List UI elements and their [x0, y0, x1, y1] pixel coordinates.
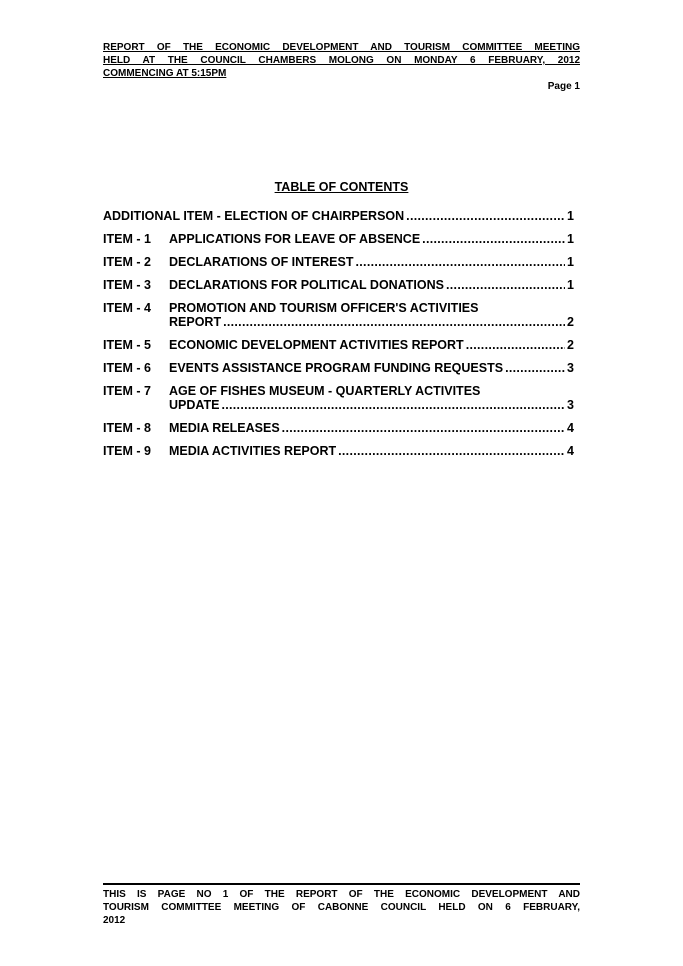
- toc-entry-title-continued: REPORT: [169, 315, 222, 329]
- dot-leader: [505, 361, 565, 375]
- page-footer: [103, 883, 580, 927]
- toc-entry-title: AGE OF FISHES MUSEUM - QUARTERLY ACTIVITES: [169, 384, 481, 398]
- toc-entry-title: PROMOTION AND TOURISM OFFICER'S ACTIVITIES: [169, 301, 479, 315]
- toc-entry-page: 2: [567, 315, 574, 329]
- toc-entry-page: 3: [567, 361, 574, 375]
- toc-entry-id: ITEM - 6: [103, 361, 151, 375]
- toc-entry-id: ITEM - 7: [103, 384, 151, 398]
- toc-entry-item-3[interactable]: [103, 278, 574, 292]
- toc-entry-id: ITEM - 3: [103, 278, 151, 292]
- toc-entry-id: ITEM - 2: [103, 255, 151, 269]
- toc-entry-title: DECLARATIONS OF INTEREST: [169, 255, 354, 269]
- toc-entry-title: EVENTS ASSISTANCE PROGRAM FUNDING REQUESTS: [169, 361, 504, 375]
- page-header: [103, 41, 580, 80]
- toc-entry-item-6[interactable]: [103, 361, 574, 375]
- toc-entry-item-5[interactable]: [103, 338, 574, 352]
- footer-line-2: TOURISM COMMITTEE MEETING OF CABONNE COUNCIL HELD ON 6 FEBRUARY,: [103, 902, 580, 913]
- toc-entry-page: 1: [567, 255, 574, 269]
- toc-entry-item-9[interactable]: [103, 444, 574, 458]
- toc-entry-id: ITEM - 8: [103, 421, 151, 435]
- header-line-1: REPORT OF THE ECONOMIC DEVELOPMENT AND TOURISM COMMITTEE MEETING: [103, 42, 580, 53]
- table-of-contents: [103, 209, 574, 467]
- toc-entry-page: 1: [567, 278, 574, 292]
- dot-leader: [223, 315, 565, 329]
- page-number: Page 1: [547, 81, 580, 92]
- toc-entry-additional[interactable]: [103, 209, 574, 223]
- footer-line-1: THIS IS PAGE NO 1 OF THE REPORT OF THE ECONOMIC DEVELOPMENT AND: [103, 889, 580, 900]
- header-line-3: COMMENCING AT 5:15PM: [103, 68, 227, 79]
- header-line-2: HELD AT THE COUNCIL CHAMBERS MOLONG ON MONDAY 6 FEBRUARY, 2012: [103, 55, 580, 66]
- dot-leader: [338, 444, 565, 458]
- dot-leader: [406, 209, 565, 223]
- dot-leader: [466, 338, 565, 352]
- footer-line-3: 2012: [103, 915, 126, 926]
- dot-leader: [356, 255, 566, 269]
- dot-leader: [422, 232, 565, 246]
- toc-title: TABLE OF CONTENTS: [274, 180, 409, 194]
- toc-entry-title: ADDITIONAL ITEM - ELECTION OF CHAIRPERSON: [103, 209, 405, 223]
- toc-entry-id: ITEM - 9: [103, 444, 151, 458]
- toc-entry-page: 2: [567, 338, 574, 352]
- toc-entry-item-1[interactable]: [103, 232, 574, 246]
- dot-leader: [282, 421, 565, 435]
- toc-entry-item-4[interactable]: [103, 301, 574, 329]
- toc-entry-item-7[interactable]: [103, 384, 574, 412]
- toc-entry-title: MEDIA RELEASES: [169, 421, 280, 435]
- toc-entry-title-continued: UPDATE: [169, 398, 220, 412]
- toc-entry-id: ITEM - 5: [103, 338, 151, 352]
- toc-entry-page: 4: [567, 421, 574, 435]
- toc-entry-page: 1: [567, 209, 574, 223]
- toc-entry-title: MEDIA ACTIVITIES REPORT: [169, 444, 337, 458]
- toc-entry-item-8[interactable]: [103, 421, 574, 435]
- toc-entry-id: ITEM - 4: [103, 301, 151, 315]
- toc-entry-page: 4: [567, 444, 574, 458]
- toc-entry-id: ITEM - 1: [103, 232, 151, 246]
- dot-leader: [221, 398, 565, 412]
- toc-entry-title: DECLARATIONS FOR POLITICAL DONATIONS: [169, 278, 444, 292]
- toc-entry-title: ECONOMIC DEVELOPMENT ACTIVITIES REPORT: [169, 338, 464, 352]
- toc-entry-page: 3: [567, 398, 574, 412]
- toc-entry-page: 1: [567, 232, 574, 246]
- toc-entry-item-2[interactable]: [103, 255, 574, 269]
- dot-leader: [446, 278, 565, 292]
- toc-entry-title: APPLICATIONS FOR LEAVE OF ABSENCE: [169, 232, 421, 246]
